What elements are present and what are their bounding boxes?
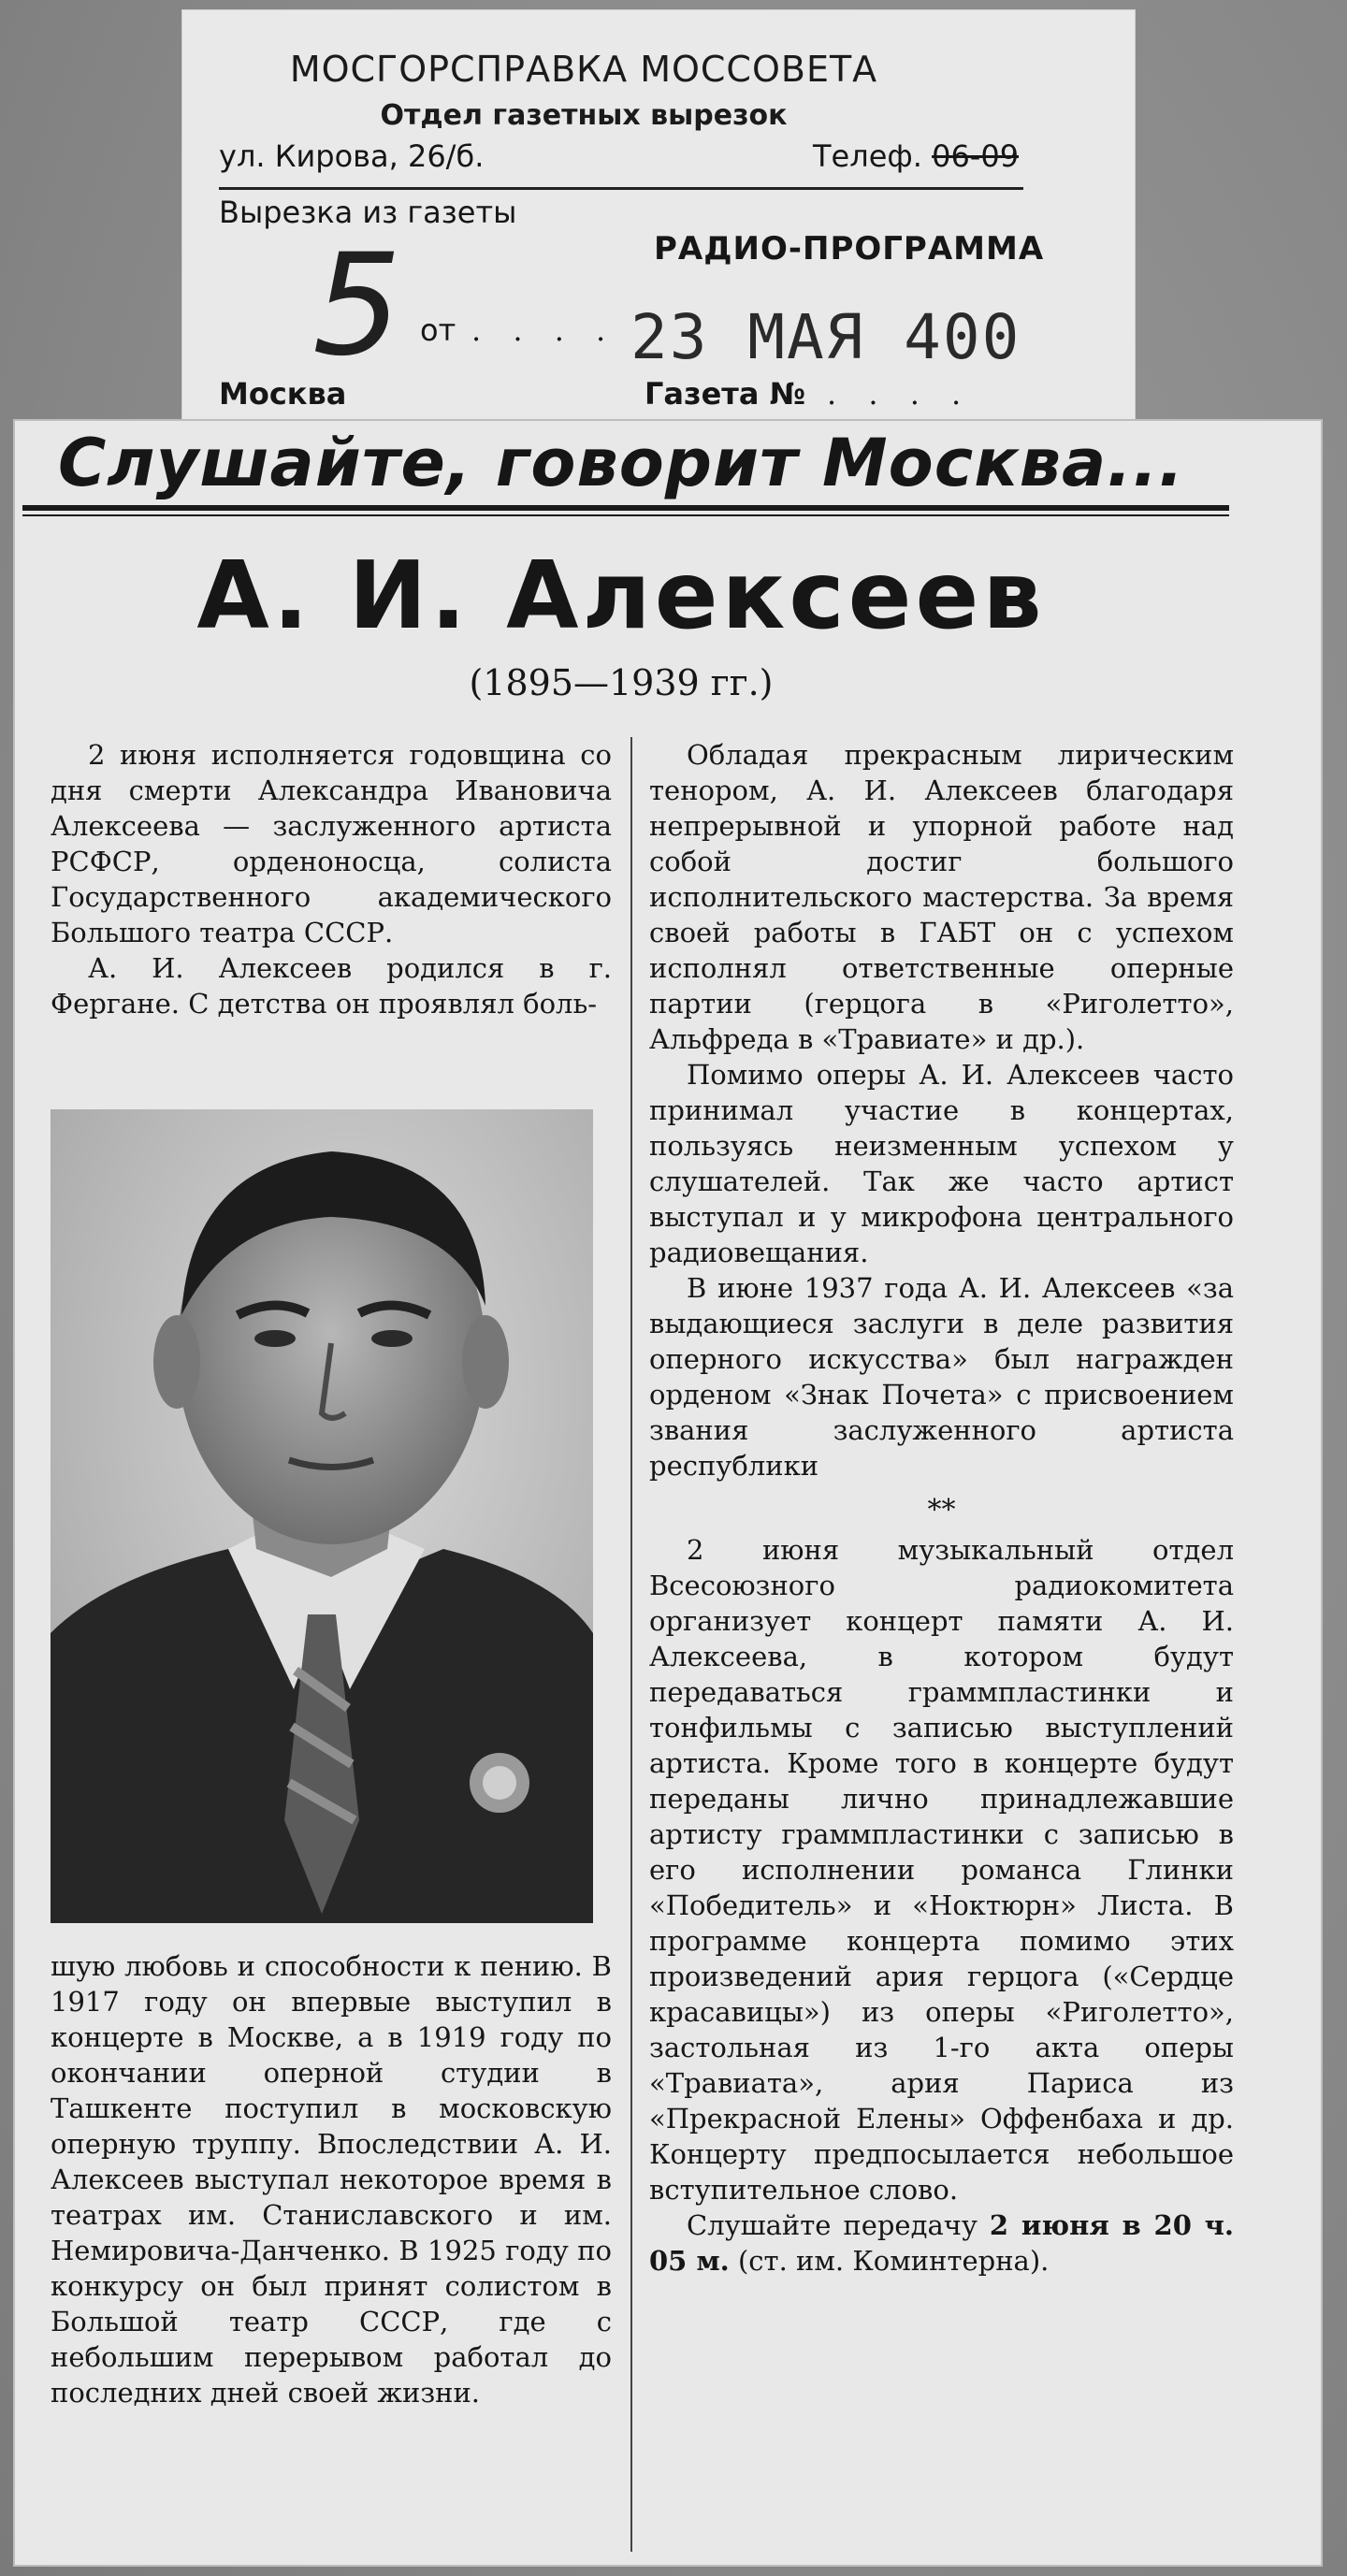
paragraph: Обладая прекрасным лирическим тенором, А. И. Алексеев благодаря непрерывной и упорной работе над собой достиг большого исполнительского мастерства. За время своей работы в ГАБТ он с успехом исполнял ответственные оперные партии (герцога в «Риголетто», Альфреда в «Травиате» и др.). — [649, 739, 1234, 1055]
paragraph: Помимо оперы А. И. Алексеев часто принимал участие в концертах, пользуясь неизменным успехом у слушателей. Так же часто артист выступал и у микрофона центрального радиовещания. — [649, 1059, 1234, 1268]
phone-label: Телеф. — [813, 138, 922, 174]
right-column — [649, 737, 1234, 2279]
banner-rule-thick — [22, 505, 1229, 511]
article-title: А. И. Алексеев — [196, 541, 1046, 650]
section-separator: ** — [927, 1494, 956, 1527]
newspaper-name: РАДИО-ПРОГРАММА — [654, 230, 1045, 268]
paragraph: А. И. Алексеев родился в г. Фергане. С детства он проявлял боль- — [51, 952, 612, 1020]
bureau-phone — [813, 138, 1019, 174]
concert-paragraph: 2 июня музыкальный отдел Всесоюзного радиокомитета организует концерт памяти А. И. Алексеева, в котором будут передаваться граммпластинки и тонфильмы с записью выступлений артиста. Кроме того в концерте будут переданы лично принадлежавшие артисту граммпластинки с записью в его исполнении романса Глинки «Победитель» и «Ноктюрн» Листа. В программе концерта помимо этих произведений ария герцога («Сердце красавицы») из оперы «Риголетто», застольная из 1-го акта оперы «Травиата», ария Париса из «Прекрасной Елены» Оффенбаха и др. Концерту предпосылается небольшое вступительное слово. — [649, 1534, 1234, 2206]
portrait-image — [51, 1109, 593, 1923]
handwritten-number: 5 — [312, 224, 402, 387]
station-name: (ст. им. Коминтерна). — [737, 2245, 1050, 2277]
article-clipping — [13, 419, 1323, 2567]
from-label: от — [420, 312, 456, 348]
left-column-bottom — [51, 1948, 612, 2410]
gazeta-dots: . . . . — [827, 376, 973, 412]
rubric-banner: Слушайте, говорит Москва... — [57, 425, 1185, 501]
card-divider — [219, 187, 1023, 190]
phone-number: 06-09 — [932, 138, 1020, 174]
closing-text: Слушайте передачу — [687, 2209, 978, 2241]
clipping-bureau-card — [181, 9, 1136, 421]
bureau-name: МОСГОРСПРАВКА МОССОВЕТА — [289, 49, 878, 90]
closing-paragraph — [649, 2207, 1234, 2279]
column-divider — [630, 737, 632, 2552]
paragraph: В июне 1937 года А. И. Алексеев «за выдающиеся заслуги в деле развития оперного искусства» был награжден орденом «Знак Почета» с присвоением звания заслуженного артиста республики — [649, 1272, 1234, 1482]
stamped-date: 23 МАЯ 400 — [630, 301, 1021, 373]
date-dots: . . . . — [471, 312, 617, 348]
gazeta-label: Газета № — [645, 376, 806, 412]
bureau-department: Отдел газетных вырезок — [380, 99, 788, 132]
paragraph: шую любовь и способности к пению. В 1917 году он впервые выступил в концерте в Москве, а в 1919 году по окончании оперной студии в Ташкенте поступил в московскую оперную труппу. Впоследствии А. И. Алексеев выступал некоторое время в театрах им. Станиславского и им. Немировича-Данченко. В 1925 году по конкурсу он был принят солистом в Большой театр СССР, где с небольшим перерывом работал до последних дней своей жизни. — [51, 1950, 612, 2409]
broadcast-time: 2 июня в 20 ч. 05 м. — [649, 2209, 1234, 2277]
portrait-photo — [51, 1109, 593, 1923]
banner-rule-thin — [22, 514, 1229, 516]
cutout-label: Вырезка из газеты — [219, 195, 517, 230]
paragraph: 2 июня исполняется годовщина со дня смерти Александра Ивановича Алексеева — заслуженного артиста РСФСР, орденоносца, солиста Государственного академического Большого театра СССР. — [51, 739, 612, 948]
left-column-top — [51, 737, 612, 1093]
article-years: (1895—1939 гг.) — [469, 662, 774, 703]
city-label: Москва — [219, 376, 347, 412]
bureau-address: ул. Кирова, 26/б. — [219, 138, 485, 174]
